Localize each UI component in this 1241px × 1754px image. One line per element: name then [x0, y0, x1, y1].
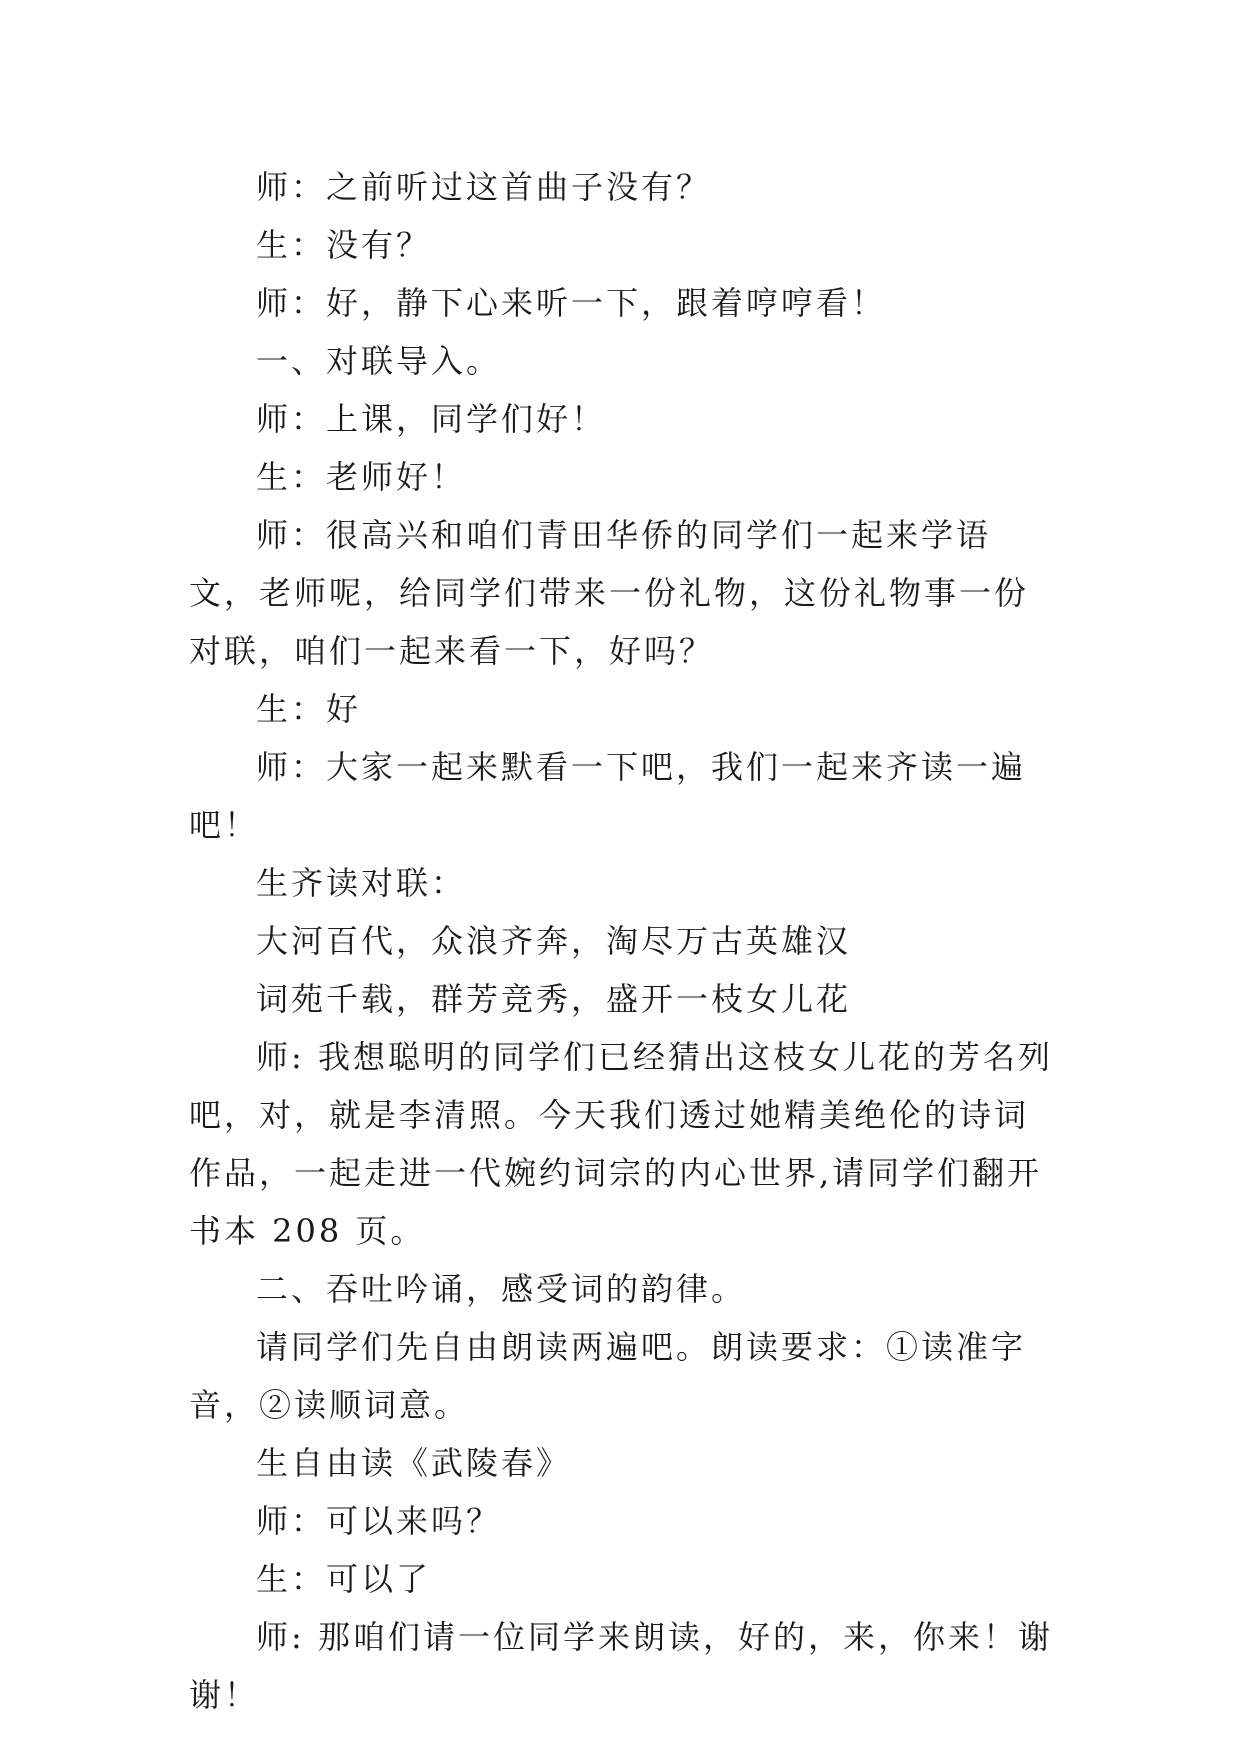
paragraph: 生齐读对联：	[256, 864, 467, 902]
paragraph: 生：好	[256, 690, 362, 728]
paragraph: 师：好，静下心来听一下，跟着哼哼看！	[256, 284, 887, 322]
document-body	[189, 158, 1059, 1724]
paragraph: 生自由读《武陵春》	[256, 1444, 572, 1482]
paragraph: 生：可以了	[256, 1560, 432, 1598]
paragraph: 生：老师好！	[256, 458, 467, 496]
paragraph: 请同学们先自由朗读两遍吧。朗读要求：①读准字音，②读顺词意。	[189, 1328, 1027, 1424]
paragraph: 师：之前听过这首曲子没有？	[256, 168, 712, 206]
section-heading: 二、吞吐吟诵，感受词的韵律。	[256, 1270, 747, 1308]
paragraph: 生：没有？	[256, 226, 432, 264]
paragraph: 师：可以来吗？	[256, 1502, 502, 1540]
paragraph: 师: 那咱们请一位同学来朗读，好的，来，你来！谢谢！	[189, 1618, 1053, 1714]
couplet-line: 词苑千载，群芳竞秀，盛开一枝女儿花	[256, 980, 852, 1018]
section-heading: 一、对联导入。	[256, 342, 502, 380]
paragraph: 师：大家一起来默看一下吧，我们一起来齐读一遍吧！	[189, 748, 1027, 844]
paragraph: 师: 我想聪明的同学们已经猜出这枝女儿花的芳名列吧，对，就是李清照。今天我们透过她精美绝伦的诗词作品，一起走进一代婉约词宗的内心世界,请同学们翻开书本 208 页。	[189, 1038, 1053, 1250]
couplet-line: 大河百代，众浪齐奔，淘尽万古英雄汉	[256, 922, 852, 960]
paragraph: 师：很高兴和咱们青田华侨的同学们一起来学语文，老师呢，给同学们带来一份礼物，这份礼物事一份对联，咱们一起来看一下，好吗？	[189, 516, 1030, 670]
paragraph: 师：上课，同学们好！	[256, 400, 607, 438]
